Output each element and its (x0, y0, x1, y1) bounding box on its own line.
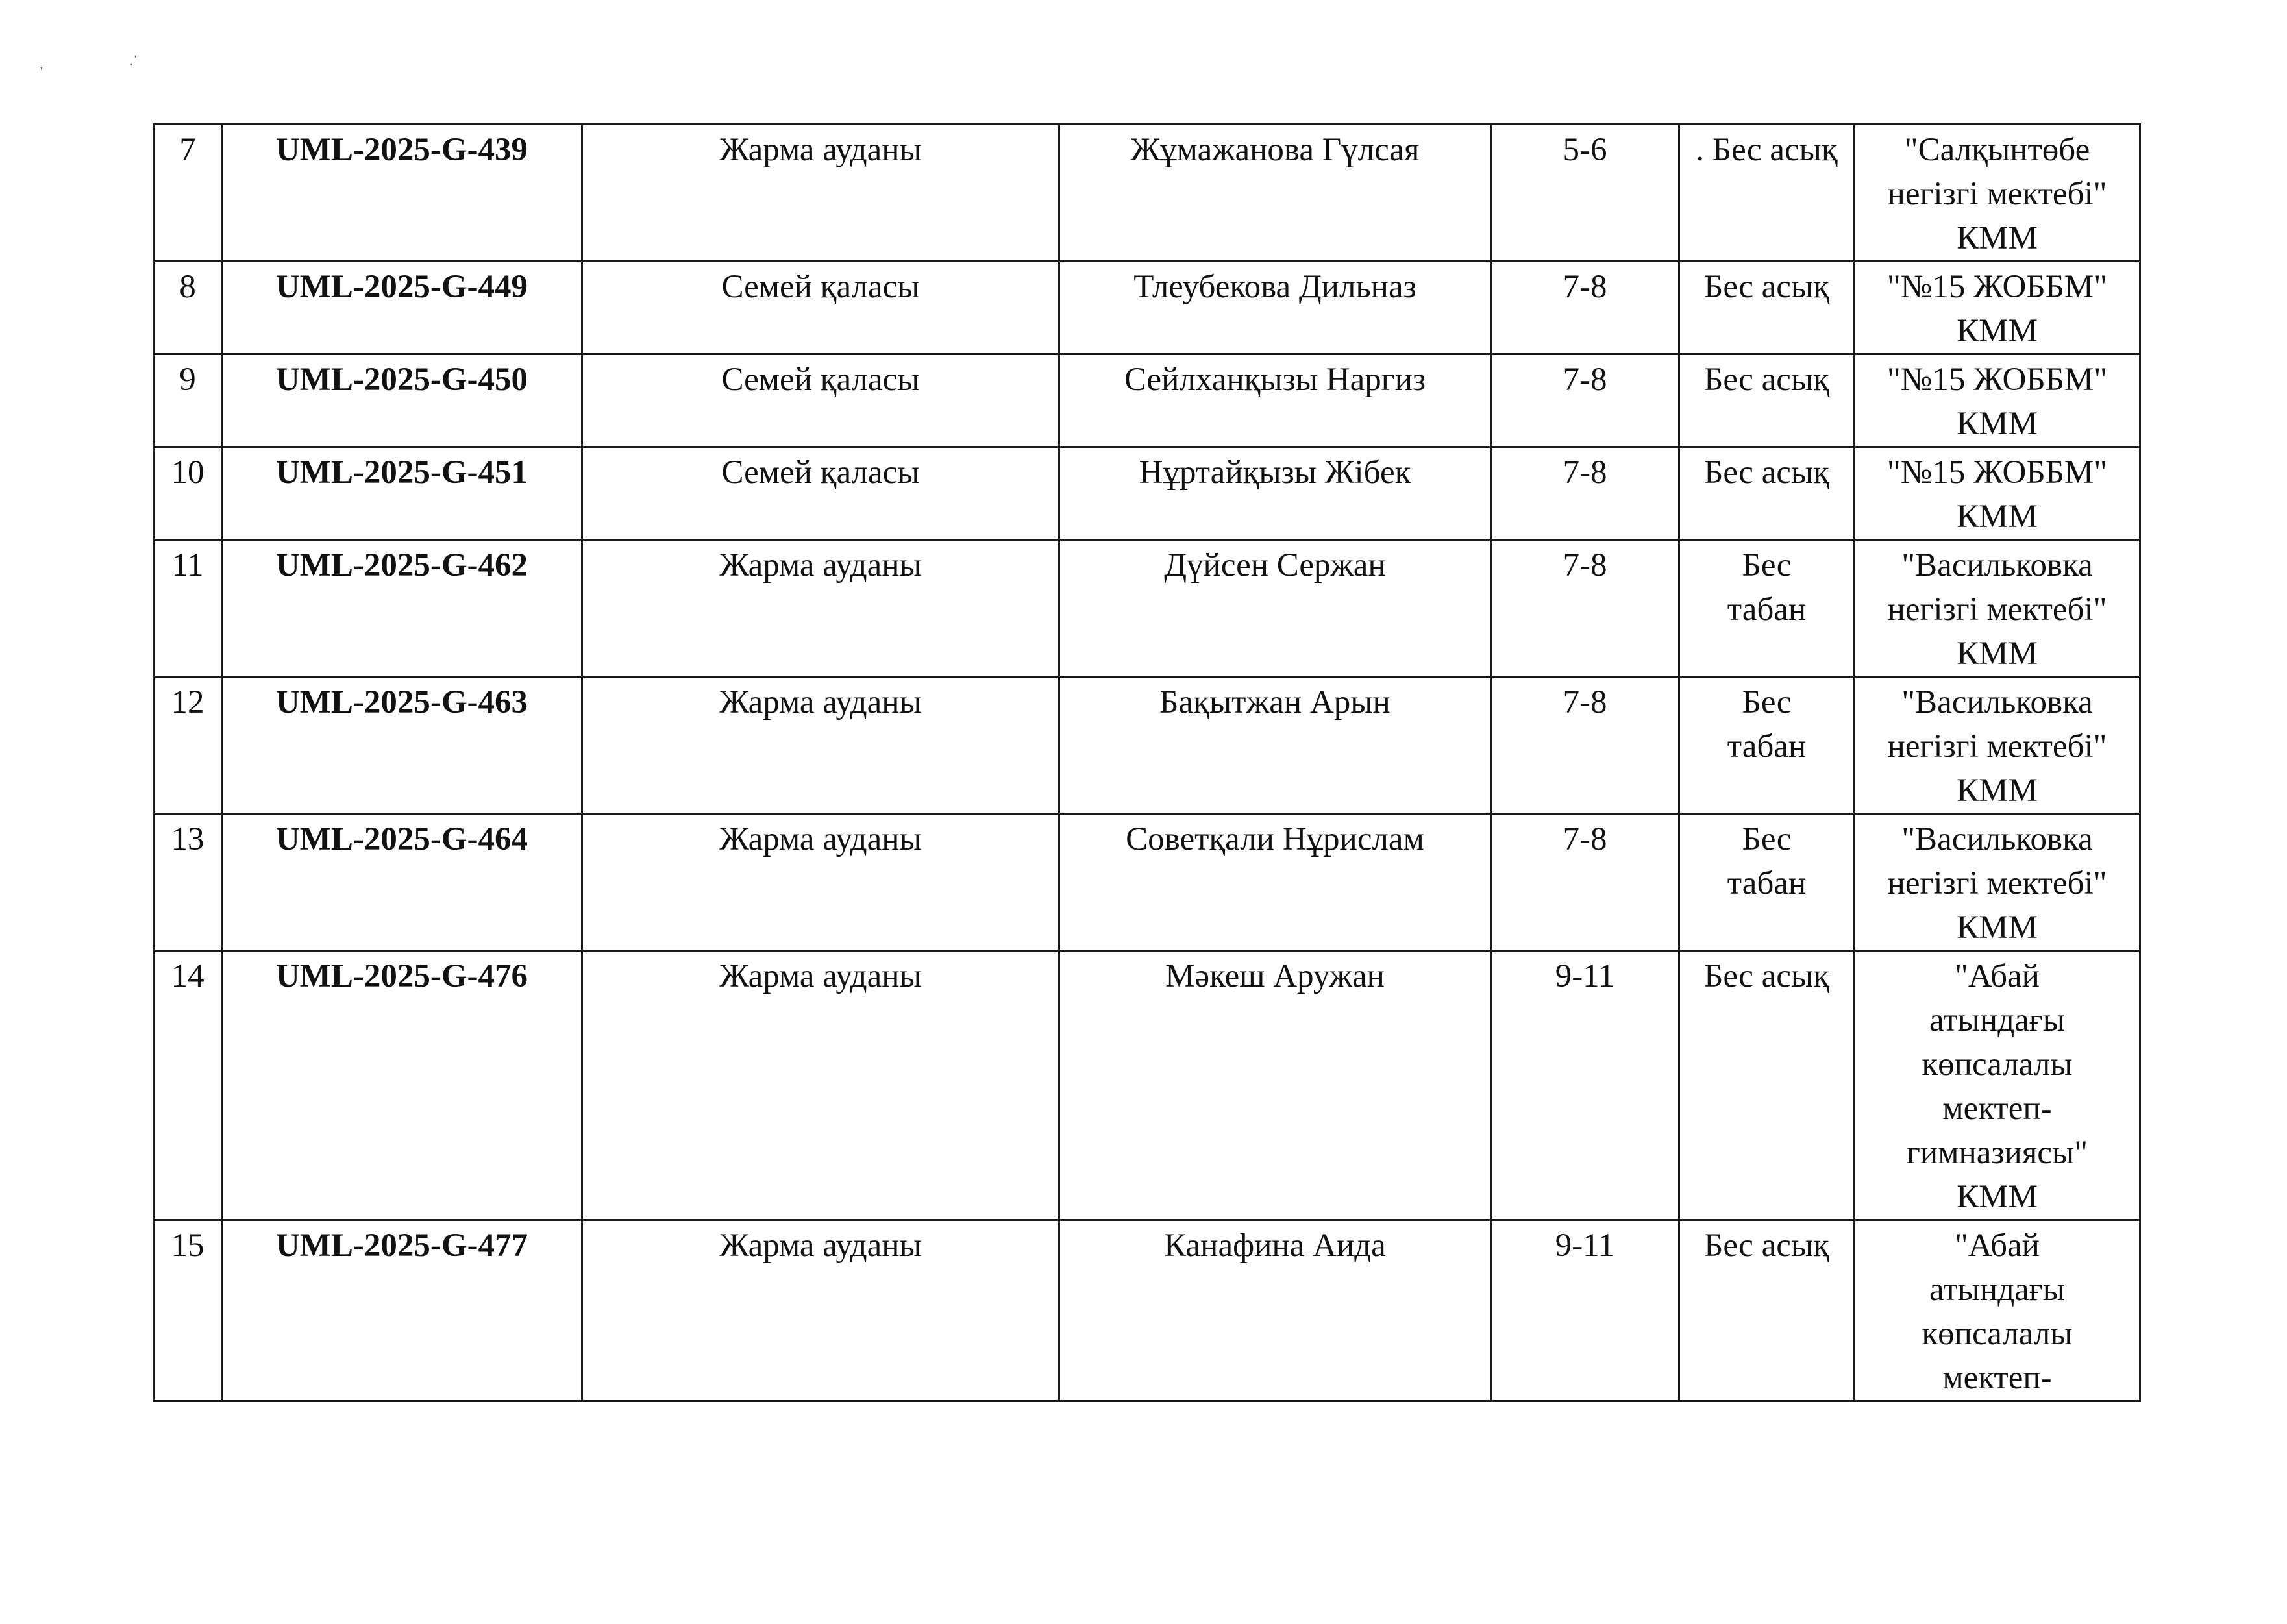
scan-speck: ' (40, 64, 43, 79)
event-cell (1679, 1220, 1855, 1401)
event-cell (1679, 125, 1855, 262)
row-number: 13 (154, 814, 222, 951)
district-cell: Жарма ауданы (582, 125, 1059, 262)
district-cell: Жарма ауданы (582, 677, 1059, 814)
event-cell (1679, 540, 1855, 677)
organization-cell-line: КММ (1957, 313, 2038, 349)
table-body (154, 125, 2140, 1401)
row-number: 9 (154, 354, 222, 447)
organization-cell (1855, 540, 2140, 677)
event-cell-line: Бес асық (1704, 958, 1829, 994)
event-cell-line: Бес (1742, 547, 1792, 584)
participant-code: UML-2025-G-451 (222, 447, 582, 540)
organization-cell (1855, 262, 2140, 354)
scan-speck: .ˈ (130, 54, 138, 68)
row-number: 10 (154, 447, 222, 540)
event-cell-line: Бес (1742, 821, 1792, 857)
event-cell (1679, 262, 1855, 354)
organization-cell-line: КММ (1957, 909, 2038, 946)
participant-code: UML-2025-G-477 (222, 1220, 582, 1401)
participant-name: Бақытжан Арын (1059, 677, 1491, 814)
grade-cell: 7-8 (1491, 354, 1679, 447)
table-row (154, 814, 2140, 951)
event-cell-line: Бес асық (1704, 1227, 1829, 1264)
event-cell-line: табан (1727, 591, 1807, 628)
organization-cell (1855, 125, 2140, 262)
organization-cell-line: гимназиясы" (1906, 1135, 2088, 1171)
participant-code: UML-2025-G-464 (222, 814, 582, 951)
participant-name: Жұмажанова Гүлсая (1059, 125, 1491, 262)
row-number: 15 (154, 1220, 222, 1401)
organization-cell-line: негізгі мектебі" (1887, 176, 2107, 212)
grade-cell: 7-8 (1491, 262, 1679, 354)
organization-cell-line: негізгі мектебі" (1887, 865, 2107, 902)
district-cell: Семей қаласы (582, 354, 1059, 447)
event-cell (1679, 354, 1855, 447)
grade-cell: 5-6 (1491, 125, 1679, 262)
organization-cell-line: "Абай (1955, 1227, 2040, 1264)
event-cell (1679, 951, 1855, 1220)
organization-cell (1855, 677, 2140, 814)
table-row (154, 951, 2140, 1220)
table-row (154, 262, 2140, 354)
participant-name: Нұртайқызы Жібек (1059, 447, 1491, 540)
row-number: 14 (154, 951, 222, 1220)
district-cell: Жарма ауданы (582, 814, 1059, 951)
organization-cell-line: КММ (1957, 1179, 2038, 1215)
participant-code: UML-2025-G-463 (222, 677, 582, 814)
organization-cell-line: КММ (1957, 772, 2038, 809)
organization-cell-line: негізгі мектебі" (1887, 728, 2107, 765)
event-cell-line: табан (1727, 728, 1807, 765)
table-row (154, 125, 2140, 262)
table-row (154, 1220, 2140, 1401)
district-cell: Жарма ауданы (582, 951, 1059, 1220)
organization-cell (1855, 447, 2140, 540)
organization-cell-line: "Васильковка (1901, 684, 2093, 720)
organization-cell-line: "Салқынтөбе (1904, 132, 2090, 168)
grade-cell: 7-8 (1491, 447, 1679, 540)
participant-name: Тлеубекова Дильназ (1059, 262, 1491, 354)
participant-code: UML-2025-G-462 (222, 540, 582, 677)
grade-cell: 7-8 (1491, 814, 1679, 951)
organization-cell-line: КММ (1957, 498, 2038, 535)
organization-cell-line: КММ (1957, 635, 2038, 672)
event-cell-line: Бес (1742, 684, 1792, 720)
event-cell-line: табан (1727, 865, 1807, 902)
organization-cell-line: негізгі мектебі" (1887, 591, 2107, 628)
organization-cell-line: "№15 ЖОББМ" (1886, 454, 2108, 491)
grade-cell: 9-11 (1491, 951, 1679, 1220)
row-number: 8 (154, 262, 222, 354)
event-cell-line: . Бес асық (1696, 132, 1838, 168)
table-row (154, 447, 2140, 540)
participant-name: Мәкеш Аружан (1059, 951, 1491, 1220)
organization-cell (1855, 1220, 2140, 1401)
organization-cell (1855, 951, 2140, 1220)
participant-name: Дүйсен Сержан (1059, 540, 1491, 677)
row-number: 11 (154, 540, 222, 677)
participant-name: Сейлханқызы Наргиз (1059, 354, 1491, 447)
organization-cell-line: "№15 ЖОББМ" (1886, 362, 2108, 398)
event-cell (1679, 814, 1855, 951)
participant-name: Советқали Нұрислам (1059, 814, 1491, 951)
organization-cell-line: "№15 ЖОББМ" (1886, 269, 2108, 305)
table-row (154, 677, 2140, 814)
organization-cell-line: КММ (1957, 406, 2038, 442)
event-cell-line: Бес асық (1704, 362, 1829, 398)
organization-cell-line: көпсалалы (1922, 1316, 2073, 1352)
participants-table (153, 123, 2141, 1402)
organization-cell (1855, 814, 2140, 951)
organization-cell-line: мектеп- (1942, 1090, 2052, 1127)
event-cell (1679, 677, 1855, 814)
organization-cell-line: "Абай (1955, 958, 2040, 994)
event-cell-line: Бес асық (1704, 269, 1829, 305)
organization-cell-line: мектеп- (1942, 1360, 2052, 1396)
organization-cell (1855, 354, 2140, 447)
grade-cell: 9-11 (1491, 1220, 1679, 1401)
event-cell-line: Бес асық (1704, 454, 1829, 491)
organization-cell-line: "Васильковка (1901, 547, 2093, 584)
table-row (154, 354, 2140, 447)
organization-cell-line: атындағы (1929, 1002, 2065, 1039)
event-cell (1679, 447, 1855, 540)
grade-cell: 7-8 (1491, 677, 1679, 814)
participant-code: UML-2025-G-450 (222, 354, 582, 447)
organization-cell-line: көпсалалы (1922, 1046, 2073, 1083)
district-cell: Жарма ауданы (582, 540, 1059, 677)
district-cell: Жарма ауданы (582, 1220, 1059, 1401)
organization-cell-line: атындағы (1929, 1272, 2065, 1308)
organization-cell-line: КММ (1957, 220, 2038, 256)
participant-name: Канафина Аида (1059, 1220, 1491, 1401)
district-cell: Семей қаласы (582, 262, 1059, 354)
grade-cell: 7-8 (1491, 540, 1679, 677)
row-number: 7 (154, 125, 222, 262)
participant-code: UML-2025-G-439 (222, 125, 582, 262)
participant-code: UML-2025-G-449 (222, 262, 582, 354)
table-row (154, 540, 2140, 677)
row-number: 12 (154, 677, 222, 814)
district-cell: Семей қаласы (582, 447, 1059, 540)
participant-code: UML-2025-G-476 (222, 951, 582, 1220)
organization-cell-line: "Васильковка (1901, 821, 2093, 857)
